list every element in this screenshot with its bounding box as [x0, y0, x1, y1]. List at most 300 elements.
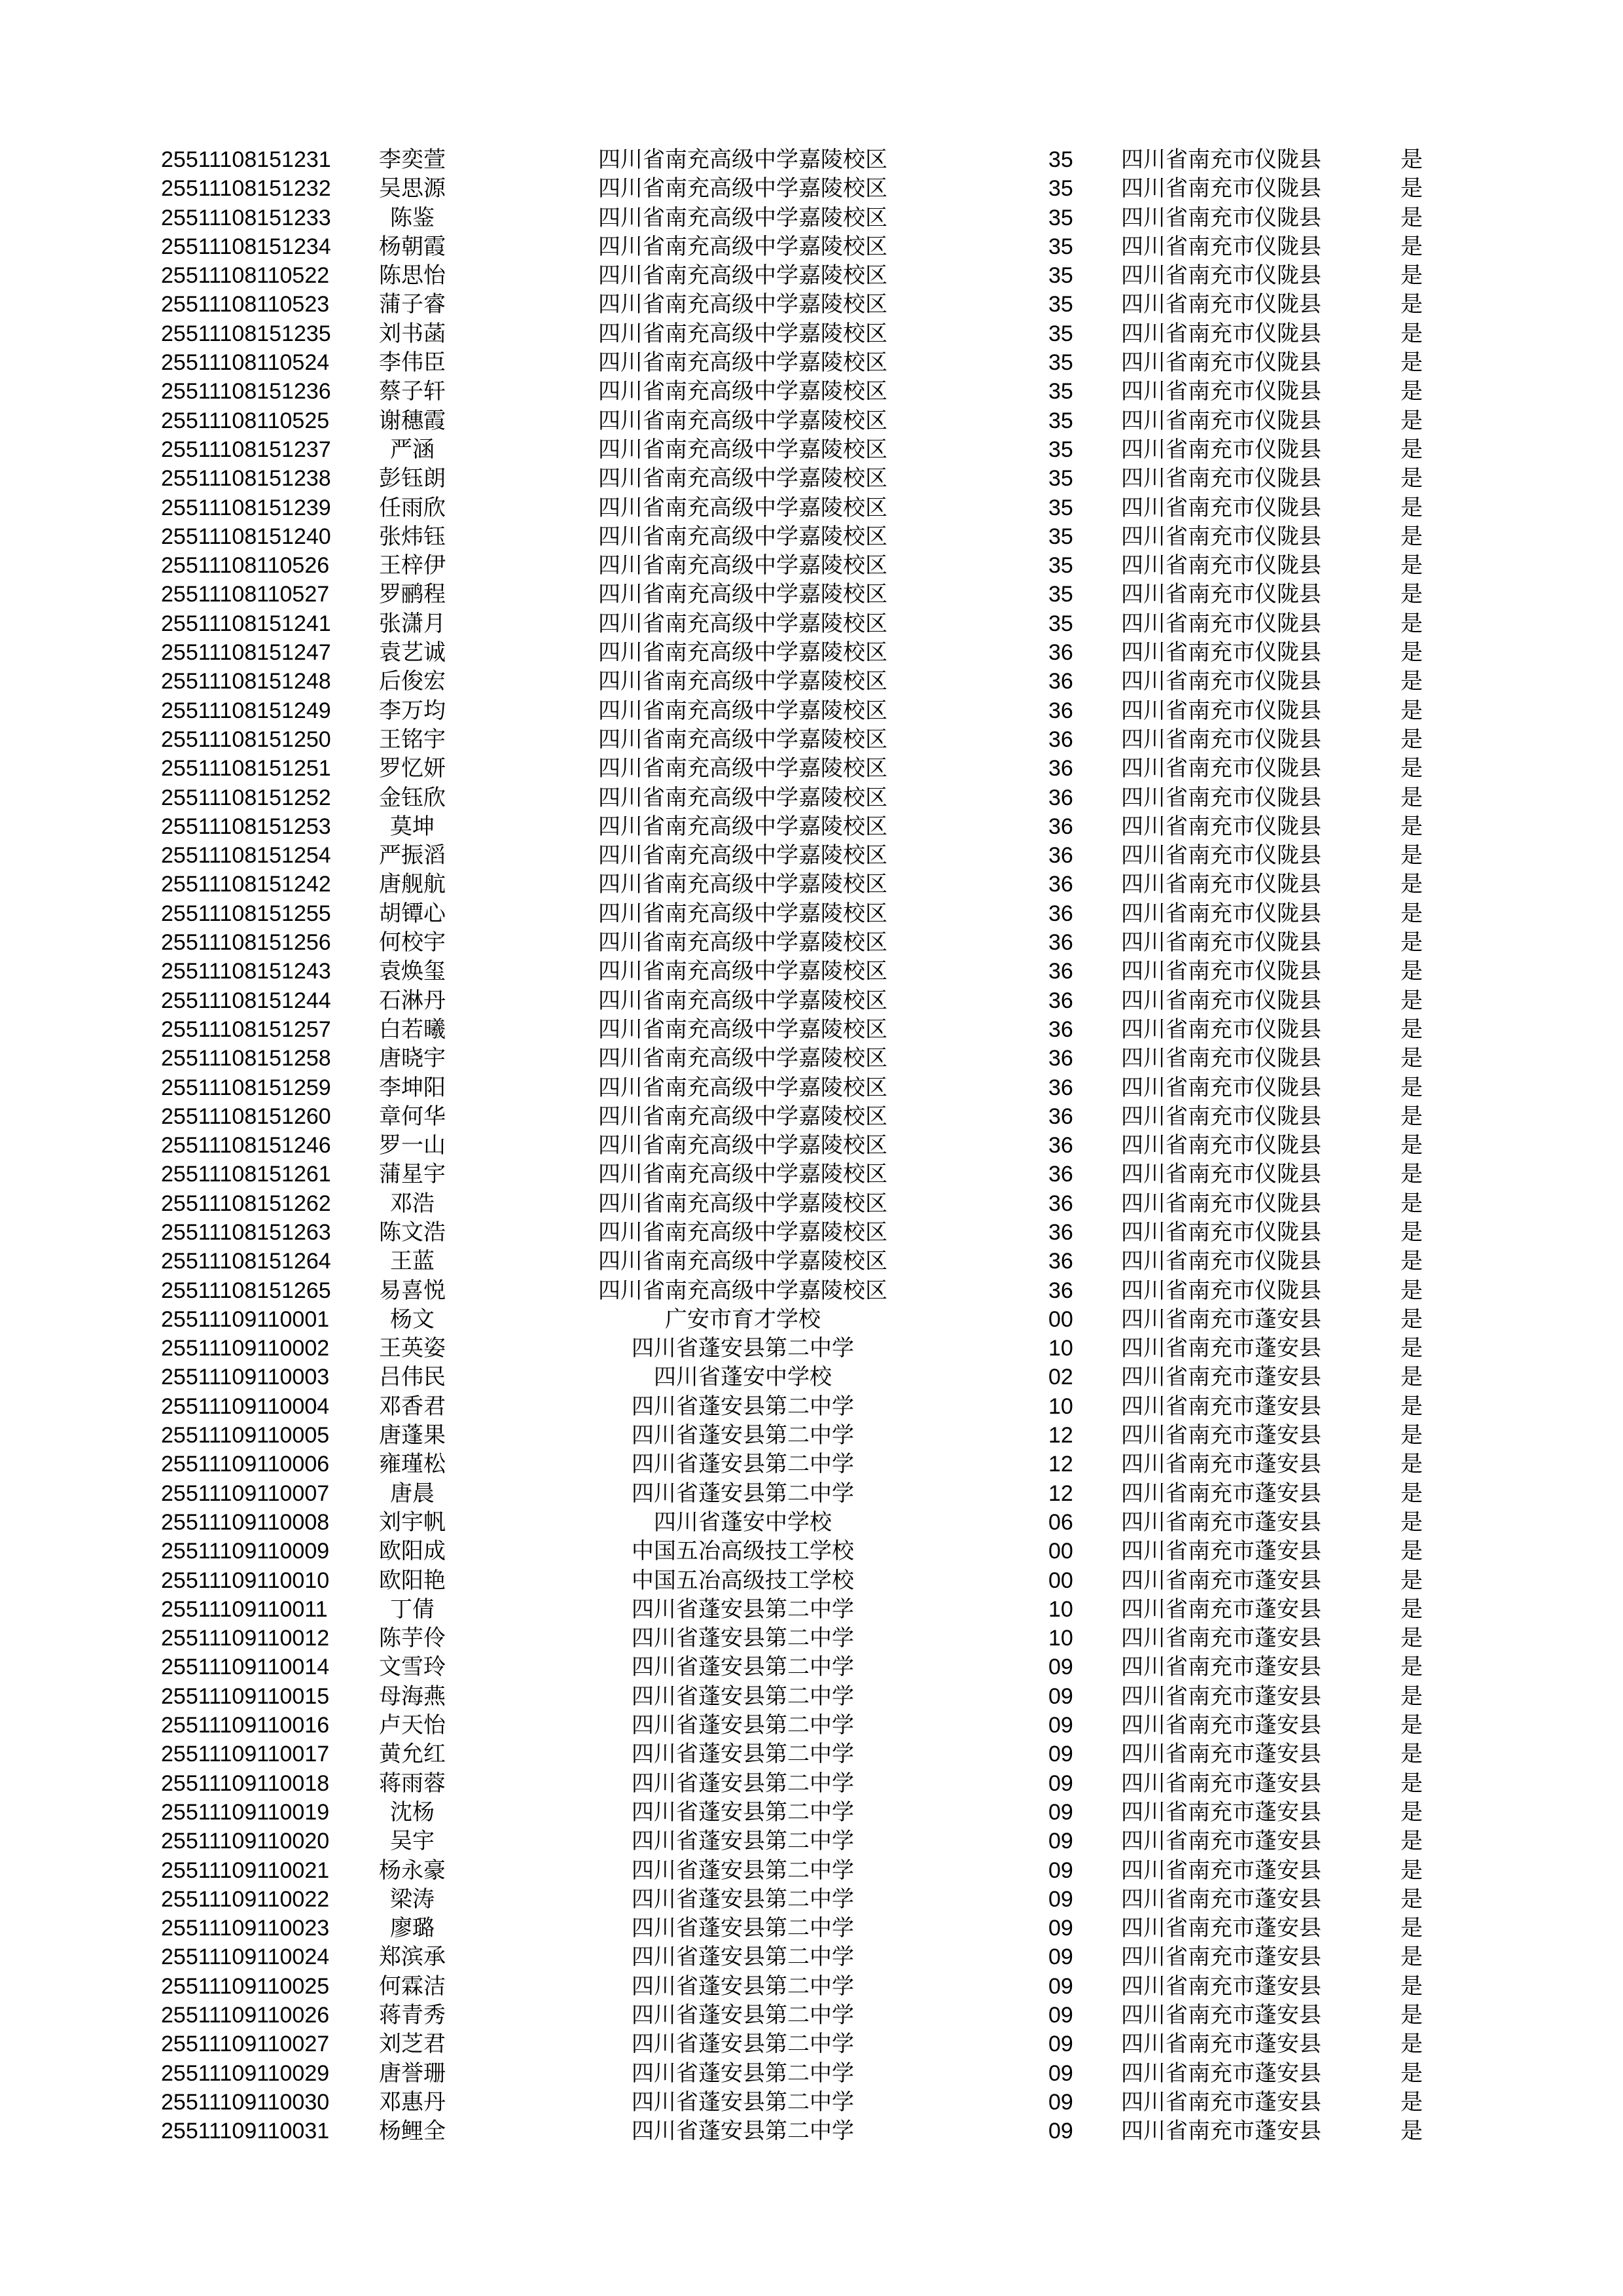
table-row: [0, 2088, 1623, 2117]
region: 四川省南充市仪陇县: [1121, 465, 1321, 492]
student-id: 25511108151254: [161, 843, 331, 869]
student-name: 袁艺诚: [379, 639, 446, 666]
status-flag: 是: [1400, 1857, 1423, 1884]
student-id: 25511109110014: [161, 1655, 330, 1680]
class-code: 09: [1048, 2060, 1073, 2086]
student-name: 唐誉珊: [379, 2060, 446, 2087]
class-code: 35: [1048, 524, 1073, 549]
status-flag: 是: [1400, 1625, 1423, 1652]
class-code: 36: [1048, 814, 1073, 839]
class-code: 06: [1048, 1509, 1073, 1535]
school-name: 四川省南充高级中学嘉陵校区: [598, 610, 887, 637]
status-flag: 是: [1400, 1393, 1423, 1420]
student-name: 易喜悦: [379, 1277, 446, 1304]
region: 四川省南充市仪陇县: [1121, 175, 1321, 202]
table-row: [0, 406, 1623, 435]
student-id: 25511108151257: [161, 1016, 331, 1042]
school-name: 四川省蓬安县第二中学: [632, 2118, 854, 2145]
school-name: 四川省蓬安县第二中学: [632, 1393, 854, 1420]
table-row: [0, 986, 1623, 1015]
region: 四川省南充市仪陇县: [1121, 610, 1321, 637]
status-flag: 是: [1400, 1770, 1423, 1797]
region: 四川省南充市蓬安县: [1121, 1915, 1321, 1942]
student-id: 25511109110011: [161, 1596, 328, 1622]
status-flag: 是: [1400, 1596, 1423, 1623]
student-name: 陈芋伶: [379, 1625, 446, 1652]
class-code: 09: [1048, 1857, 1073, 1883]
class-code: 36: [1048, 1191, 1073, 1216]
school-name: 四川省南充高级中学嘉陵校区: [598, 494, 887, 521]
region: 四川省南充市仪陇县: [1121, 871, 1321, 898]
student-id: 25511108151255: [161, 901, 331, 926]
student-id: 25511108151253: [161, 814, 331, 839]
school-name: 四川省南充高级中学嘉陵校区: [598, 871, 887, 898]
student-name: 蒋青秀: [379, 2002, 446, 2028]
school-name: 四川省蓬安县第二中学: [632, 1451, 854, 1478]
school-name: 四川省南充高级中学嘉陵校区: [598, 291, 887, 318]
region: 四川省南充市仪陇县: [1121, 581, 1321, 608]
class-code: 09: [1048, 1742, 1073, 1767]
student-id: 25511108151233: [161, 205, 331, 230]
school-name: 四川省南充高级中学嘉陵校区: [598, 378, 887, 405]
class-code: 35: [1048, 205, 1073, 230]
school-name: 中国五冶高级技工学校: [632, 1567, 854, 1594]
class-code: 36: [1048, 698, 1073, 723]
region: 四川省南充市仪陇县: [1121, 1219, 1321, 1246]
region: 四川省南充市仪陇县: [1121, 1277, 1321, 1304]
student-name: 张潇月: [379, 610, 446, 637]
region: 四川省南充市仪陇县: [1121, 1103, 1321, 1130]
region: 四川省南充市仪陇县: [1121, 697, 1321, 724]
status-flag: 是: [1400, 1045, 1423, 1072]
table-row: [0, 580, 1623, 609]
student-id: 25511108151251: [161, 756, 331, 781]
school-name: 四川省南充高级中学嘉陵校区: [598, 407, 887, 434]
table-row: [0, 1798, 1623, 1827]
status-flag: 是: [1400, 1277, 1423, 1304]
table-row: [0, 435, 1623, 464]
region: 四川省南充市仪陇县: [1121, 726, 1321, 753]
class-code: 36: [1048, 988, 1073, 1013]
student-id: 25511108151262: [161, 1191, 331, 1216]
student-name: 蔡子轩: [379, 378, 446, 405]
status-flag: 是: [1400, 233, 1423, 260]
status-flag: 是: [1400, 1364, 1423, 1391]
region: 四川省南充市蓬安县: [1121, 1451, 1321, 1478]
region: 四川省南充市仪陇县: [1121, 900, 1321, 927]
student-id: 25511108151240: [161, 524, 331, 549]
table-row: [0, 1624, 1623, 1653]
table-row: [0, 1073, 1623, 1102]
school-name: 四川省南充高级中学嘉陵校区: [598, 233, 887, 260]
student-name: 唐蓬果: [379, 1422, 446, 1449]
student-name: 母海燕: [379, 1683, 446, 1710]
school-name: 四川省蓬安县第二中学: [632, 1422, 854, 1449]
table-row: [0, 1160, 1623, 1189]
class-code: 09: [1048, 1945, 1073, 1970]
region: 四川省南充市蓬安县: [1121, 1306, 1321, 1333]
table-row: [0, 1653, 1623, 1681]
status-flag: 是: [1400, 1886, 1423, 1912]
class-code: 35: [1048, 379, 1073, 404]
table-row: [0, 1334, 1623, 1363]
school-name: 四川省蓬安县第二中学: [632, 1480, 854, 1507]
status-flag: 是: [1400, 581, 1423, 608]
student-id: 25511109110027: [161, 2032, 330, 2057]
status-flag: 是: [1400, 407, 1423, 434]
table-row: [0, 957, 1623, 986]
student-id: 25511108110522: [161, 263, 330, 289]
student-name: 陈鉴: [390, 204, 435, 231]
student-id: 25511108151239: [161, 495, 331, 520]
table-row: [0, 1595, 1623, 1624]
table-row: [0, 2117, 1623, 2145]
school-name: 四川省南充高级中学嘉陵校区: [598, 465, 887, 492]
class-code: 09: [1048, 1799, 1073, 1825]
status-flag: 是: [1400, 1712, 1423, 1739]
region: 四川省南充市仪陇县: [1121, 784, 1321, 811]
status-flag: 是: [1400, 552, 1423, 579]
student-id: 25511109110005: [161, 1423, 330, 1448]
school-name: 四川省蓬安县第二中学: [632, 1973, 854, 2000]
school-name: 四川省南充高级中学嘉陵校区: [598, 958, 887, 985]
table-row: [0, 377, 1623, 406]
class-code: 36: [1048, 785, 1073, 810]
student-name: 杨鲤全: [379, 2118, 446, 2145]
student-name: 黄允红: [379, 1741, 446, 1768]
region: 四川省南充市蓬安县: [1121, 1422, 1321, 1449]
class-code: 00: [1048, 1568, 1073, 1593]
student-name: 沈杨: [390, 1799, 435, 1825]
region: 四川省南充市蓬安县: [1121, 1509, 1321, 1535]
school-name: 四川省南充高级中学嘉陵校区: [598, 320, 887, 347]
student-name: 杨文: [390, 1306, 435, 1333]
student-id: 25511108151250: [161, 726, 331, 752]
status-flag: 是: [1400, 262, 1423, 289]
region: 四川省南充市仪陇县: [1121, 842, 1321, 869]
student-id: 25511109110021: [161, 1857, 330, 1883]
region: 四川省南充市蓬安县: [1121, 1480, 1321, 1507]
table-row: [0, 1363, 1623, 1391]
class-code: 09: [1048, 1829, 1073, 1854]
student-id: 25511109110017: [161, 1742, 330, 1767]
school-name: 四川省南充高级中学嘉陵校区: [598, 1016, 887, 1043]
school-name: 四川省南充高级中学嘉陵校区: [598, 523, 887, 550]
student-id: 25511108151244: [161, 988, 331, 1013]
class-code: 10: [1048, 1626, 1073, 1651]
student-name: 蒲子睿: [379, 291, 446, 318]
student-name: 文雪玲: [379, 1654, 446, 1681]
school-name: 四川省蓬安县第二中学: [632, 2031, 854, 2058]
region: 四川省南充市蓬安县: [1121, 1567, 1321, 1594]
region: 四川省南充市蓬安县: [1121, 1393, 1321, 1420]
table-row: [0, 638, 1623, 667]
school-name: 四川省南充高级中学嘉陵校区: [598, 697, 887, 724]
class-code: 35: [1048, 553, 1073, 579]
class-code: 09: [1048, 1683, 1073, 1709]
student-id: 25511109110003: [161, 1365, 330, 1390]
school-name: 四川省南充高级中学嘉陵校区: [598, 1248, 887, 1275]
class-code: 36: [1048, 901, 1073, 926]
school-name: 四川省蓬安中学校: [654, 1509, 832, 1535]
table-row: [0, 1305, 1623, 1334]
school-name: 四川省南充高级中学嘉陵校区: [598, 639, 887, 666]
status-flag: 是: [1400, 320, 1423, 347]
table-row: [0, 1189, 1623, 1218]
region: 四川省南充市蓬安县: [1121, 1625, 1321, 1652]
class-code: 36: [1048, 1103, 1073, 1129]
status-flag: 是: [1400, 175, 1423, 202]
student-name: 雍瑾松: [379, 1451, 446, 1478]
region: 四川省南充市蓬安县: [1121, 1886, 1321, 1912]
student-id: 25511108151259: [161, 1075, 331, 1100]
student-id: 25511108151237: [161, 437, 331, 462]
school-name: 四川省蓬安县第二中学: [632, 1596, 854, 1623]
school-name: 四川省南充高级中学嘉陵校区: [598, 1074, 887, 1101]
status-flag: 是: [1400, 1190, 1423, 1217]
region: 四川省南充市蓬安县: [1121, 1683, 1321, 1710]
status-flag: 是: [1400, 784, 1423, 811]
student-id: 25511109110024: [161, 1945, 330, 1970]
school-name: 四川省蓬安县第二中学: [632, 2002, 854, 2028]
status-flag: 是: [1400, 2118, 1423, 2145]
student-id: 25511109110030: [161, 2089, 330, 2115]
region: 四川省南充市仪陇县: [1121, 1074, 1321, 1101]
student-name: 邓惠丹: [379, 2089, 446, 2115]
student-name: 何校宇: [379, 929, 446, 956]
class-code: 02: [1048, 1365, 1073, 1390]
class-code: 36: [1048, 1016, 1073, 1042]
class-code: 35: [1048, 582, 1073, 607]
school-name: 四川省南充高级中学嘉陵校区: [598, 755, 887, 782]
student-name: 唐晓宇: [379, 1045, 446, 1072]
status-flag: 是: [1400, 2031, 1423, 2058]
status-flag: 是: [1400, 1973, 1423, 2000]
class-code: 36: [1048, 1075, 1073, 1100]
school-name: 四川省南充高级中学嘉陵校区: [598, 147, 887, 173]
student-id: 25511108151261: [161, 1162, 331, 1187]
status-flag: 是: [1400, 378, 1423, 405]
student-name: 后俊宏: [379, 668, 446, 695]
student-name: 欧阳成: [379, 1538, 446, 1565]
region: 四川省南充市仪陇县: [1121, 320, 1321, 347]
status-flag: 是: [1400, 523, 1423, 550]
table-row: [0, 1102, 1623, 1131]
region: 四川省南充市蓬安县: [1121, 2060, 1321, 2087]
student-id: 25511108151231: [161, 147, 331, 172]
status-flag: 是: [1400, 436, 1423, 463]
class-code: 36: [1048, 1249, 1073, 1274]
student-name: 何霖洁: [379, 1973, 446, 2000]
school-name: 四川省南充高级中学嘉陵校区: [598, 813, 887, 840]
student-id: 25511108151263: [161, 1219, 331, 1245]
class-code: 35: [1048, 350, 1073, 376]
status-flag: 是: [1400, 291, 1423, 318]
student-id: 25511108151241: [161, 611, 331, 636]
status-flag: 是: [1400, 2002, 1423, 2028]
student-name: 唐舰航: [379, 871, 446, 898]
status-flag: 是: [1400, 1422, 1423, 1449]
student-name: 彭钰朗: [379, 465, 446, 492]
status-flag: 是: [1400, 1335, 1423, 1362]
student-name: 任雨欣: [379, 494, 446, 521]
student-id: 25511109110026: [161, 2003, 330, 2028]
student-name: 李奕萱: [379, 147, 446, 173]
region: 四川省南充市蓬安县: [1121, 2031, 1321, 2058]
table-row: [0, 1856, 1623, 1885]
school-name: 四川省南充高级中学嘉陵校区: [598, 552, 887, 579]
status-flag: 是: [1400, 958, 1423, 985]
table-row: [0, 2059, 1623, 2088]
region: 四川省南充市仪陇县: [1121, 552, 1321, 579]
school-name: 四川省蓬安县第二中学: [632, 2060, 854, 2087]
class-code: 09: [1048, 2032, 1073, 2057]
student-name: 郑滨承: [379, 1944, 446, 1971]
school-name: 中国五冶高级技工学校: [632, 1538, 854, 1565]
class-code: 12: [1048, 1480, 1073, 1506]
table-row: [0, 1015, 1623, 1044]
table-row: [0, 174, 1623, 203]
student-name: 罗一山: [379, 1132, 446, 1159]
region: 四川省南充市仪陇县: [1121, 668, 1321, 695]
table-row: [0, 1682, 1623, 1711]
table-row: [0, 754, 1623, 783]
student-id: 25511109110006: [161, 1452, 330, 1477]
student-name: 吕伟民: [379, 1364, 446, 1391]
table-row: [0, 232, 1623, 261]
student-id: 25511109110010: [161, 1568, 330, 1593]
student-name: 丁倩: [390, 1596, 435, 1623]
status-flag: 是: [1400, 842, 1423, 869]
class-code: 35: [1048, 408, 1073, 433]
status-flag: 是: [1400, 2060, 1423, 2087]
class-code: 35: [1048, 466, 1073, 492]
status-flag: 是: [1400, 1538, 1423, 1565]
student-name: 章何华: [379, 1103, 446, 1130]
class-code: 09: [1048, 1655, 1073, 1680]
class-code: 09: [1048, 1973, 1073, 1999]
region: 四川省南充市仪陇县: [1121, 958, 1321, 985]
school-name: 四川省南充高级中学嘉陵校区: [598, 668, 887, 695]
table-row: [0, 841, 1623, 870]
status-flag: 是: [1400, 697, 1423, 724]
region: 四川省南充市仪陇县: [1121, 1045, 1321, 1072]
table-row: [0, 1421, 1623, 1450]
region: 四川省南充市仪陇县: [1121, 929, 1321, 956]
region: 四川省南充市仪陇县: [1121, 639, 1321, 666]
student-id: 25511108151258: [161, 1046, 331, 1071]
student-id: 25511109110022: [161, 1886, 330, 1912]
student-id: 25511109110008: [161, 1509, 330, 1535]
table-row: [0, 1450, 1623, 1479]
table-row: [0, 1044, 1623, 1073]
status-flag: 是: [1400, 350, 1423, 376]
region: 四川省南充市仪陇县: [1121, 755, 1321, 782]
student-name: 杨朝霞: [379, 233, 446, 260]
school-name: 四川省蓬安县第二中学: [632, 2089, 854, 2115]
school-name: 四川省蓬安县第二中学: [632, 1915, 854, 1942]
student-name: 邓香君: [379, 1393, 446, 1420]
student-name: 王梓伊: [379, 552, 446, 579]
table-row: [0, 1885, 1623, 1914]
school-name: 四川省南充高级中学嘉陵校区: [598, 1045, 887, 1072]
region: 四川省南充市仪陇县: [1121, 407, 1321, 434]
student-id: 25511108151248: [161, 669, 331, 694]
school-name: 四川省南充高级中学嘉陵校区: [598, 581, 887, 608]
class-code: 36: [1048, 843, 1073, 869]
region: 四川省南充市仪陇县: [1121, 523, 1321, 550]
table-row: [0, 1972, 1623, 2001]
region: 四川省南充市蓬安县: [1121, 1364, 1321, 1391]
class-code: 36: [1048, 930, 1073, 956]
class-code: 36: [1048, 1133, 1073, 1158]
table-row: [0, 1711, 1623, 1740]
status-flag: 是: [1400, 1219, 1423, 1246]
class-code: 36: [1048, 872, 1073, 897]
class-code: 35: [1048, 292, 1073, 317]
class-code: 36: [1048, 959, 1073, 984]
table-row: [0, 204, 1623, 232]
school-name: 四川省南充高级中学嘉陵校区: [598, 726, 887, 753]
status-flag: 是: [1400, 494, 1423, 521]
table-row: [0, 1537, 1623, 1566]
status-flag: 是: [1400, 1132, 1423, 1159]
school-name: 四川省蓬安县第二中学: [632, 1857, 854, 1884]
school-name: 四川省南充高级中学嘉陵校区: [598, 1161, 887, 1188]
student-name: 陈文浩: [379, 1219, 446, 1246]
school-name: 四川省蓬安县第二中学: [632, 1654, 854, 1681]
student-id: 25511108110523: [161, 292, 330, 317]
table-row: [0, 1566, 1623, 1595]
student-name: 蒋雨蓉: [379, 1770, 446, 1797]
student-name: 严振滔: [379, 842, 446, 869]
region: 四川省南充市蓬安县: [1121, 1828, 1321, 1855]
region: 四川省南充市仪陇县: [1121, 233, 1321, 260]
student-id: 25511108151232: [161, 176, 331, 202]
school-name: 四川省蓬安县第二中学: [632, 1886, 854, 1912]
student-id: 25511109110002: [161, 1336, 330, 1361]
student-name: 白若曦: [379, 1016, 446, 1043]
school-name: 四川省蓬安县第二中学: [632, 1683, 854, 1710]
table-row: [0, 1247, 1623, 1276]
student-name: 王铭宇: [379, 726, 446, 753]
table-row: [0, 1479, 1623, 1508]
school-name: 四川省南充高级中学嘉陵校区: [598, 1277, 887, 1304]
status-flag: 是: [1400, 726, 1423, 753]
table-row: [0, 2030, 1623, 2058]
status-flag: 是: [1400, 1741, 1423, 1768]
region: 四川省南充市仪陇县: [1121, 1016, 1321, 1043]
school-name: 四川省南充高级中学嘉陵校区: [598, 175, 887, 202]
school-name: 四川省蓬安县第二中学: [632, 1828, 854, 1855]
school-name: 四川省蓬安中学校: [654, 1364, 832, 1391]
school-name: 四川省南充高级中学嘉陵校区: [598, 1132, 887, 1159]
status-flag: 是: [1400, 1074, 1423, 1101]
class-code: 10: [1048, 1393, 1073, 1419]
school-name: 四川省蓬安县第二中学: [632, 1741, 854, 1768]
class-code: 35: [1048, 437, 1073, 462]
student-name: 王蓝: [390, 1248, 435, 1275]
student-id: 25511109110007: [161, 1480, 330, 1506]
class-code: 35: [1048, 321, 1073, 346]
student-id: 25511109110023: [161, 1916, 330, 1941]
status-flag: 是: [1400, 929, 1423, 956]
status-flag: 是: [1400, 668, 1423, 695]
region: 四川省南充市仪陇县: [1121, 147, 1321, 173]
school-name: 四川省南充高级中学嘉陵校区: [598, 204, 887, 231]
status-flag: 是: [1400, 1248, 1423, 1275]
class-code: 35: [1048, 176, 1073, 202]
